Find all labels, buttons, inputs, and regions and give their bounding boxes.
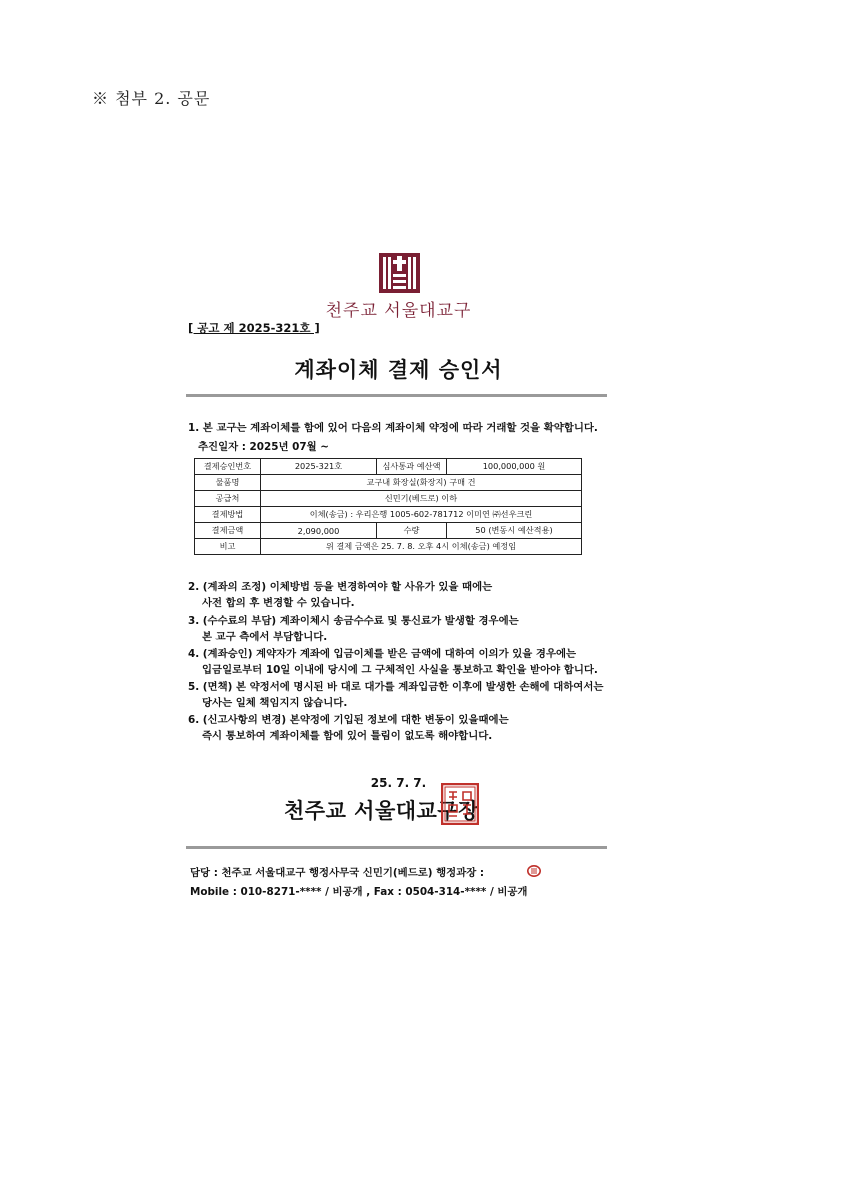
- official-seal-icon: [441, 783, 479, 825]
- clause-4: [188, 646, 610, 678]
- table-cell: 심사통과 예산액: [377, 459, 447, 475]
- table-cell: 2025-321호: [261, 459, 377, 475]
- table-cell: 물품명: [195, 475, 261, 491]
- clause-4-line-2: 입금일로부터 10일 이내에 당시에 그 구체적인 사실을 통보하고 확인을 받아야 합니다.: [202, 664, 598, 676]
- clause-5-line-2: 당사는 일체 책임지지 않습니다.: [202, 697, 348, 709]
- table-cell: 수량: [377, 523, 447, 539]
- archdiocese-logo-icon: [379, 253, 420, 293]
- clause-2-line-2: 사전 합의 후 변경할 수 있습니다.: [202, 597, 355, 609]
- clause-2-line-1: 2. (계좌의 조정) 이체방법 등을 변경하여야 할 사유가 있을 때에는: [188, 581, 493, 593]
- table-cell: 결제금액: [195, 523, 261, 539]
- table-row: [195, 507, 582, 523]
- table-cell: 결제승인번호: [195, 459, 261, 475]
- signature-date: 25. 7. 7.: [370, 776, 427, 790]
- table-cell: 2,090,000: [261, 523, 377, 539]
- approval-table: [194, 458, 582, 555]
- contact-line-1: 담당 : 천주교 서울대교구 행정사무국 신민기(베드로) 행정과장 :: [190, 867, 485, 879]
- signature-organization: 천주교 서울대교구장: [284, 799, 479, 823]
- official-notice: [186, 240, 611, 910]
- clause-5: [188, 679, 610, 711]
- table-row: [195, 459, 582, 475]
- clause-2: [188, 579, 610, 611]
- table-cell: 100,000,000 원: [447, 459, 582, 475]
- table-cell: 공급처: [195, 491, 261, 507]
- table-row: [195, 475, 582, 491]
- notice-number: [ 공고 제 2025-321호 ]: [188, 321, 320, 335]
- table-cell: 위 결제 금액은 25. 7. 8. 오후 4시 이체(송금) 예정임: [261, 539, 582, 555]
- logo-text: 천주교 서울대교구: [325, 301, 472, 321]
- clause-1: 1. 본 교구는 계좌이체를 함에 있어 다음의 계좌이체 약정에 따라 거래할 것을 확약합니다.: [188, 422, 598, 434]
- clause-6-line-2: 즉시 통보하여 계좌이체를 함에 있어 틀림이 없도록 해야합니다.: [202, 730, 493, 742]
- clause-3-line-1: 3. (수수료의 부담) 계좌이체시 송금수수료 및 통신료가 발생할 경우에는: [188, 615, 519, 627]
- clause-3: [188, 613, 610, 645]
- table-row: [195, 491, 582, 507]
- table-row: [195, 539, 582, 555]
- clause-6-line-1: 6. (신고사항의 변경) 본약정에 기입된 정보에 대한 변동이 있을때에는: [188, 714, 509, 726]
- table-cell: 신민기(베드로) 이하: [261, 491, 582, 507]
- divider-top: [186, 394, 607, 397]
- table-cell: 교구내 화장실(화장지) 구매 건: [261, 475, 582, 491]
- document-title: 계좌이체 결제 승인서: [294, 358, 503, 382]
- manager-seal-icon: [527, 865, 541, 877]
- table-row: [195, 523, 582, 539]
- clause-4-line-1: 4. (계좌승인) 계약자가 계좌에 입금이체를 받은 금액에 대하여 이의가 있을 경우에는: [188, 648, 577, 660]
- divider-bottom: [186, 846, 607, 849]
- table-cell: 50 (변동시 예산적용): [447, 523, 582, 539]
- clause-6: [188, 712, 610, 744]
- attachment-header: ※ 첨부 2. 공문: [92, 89, 211, 108]
- clause-5-line-1: 5. (면책) 본 약정서에 명시된 바 대로 대가를 계좌입금한 이후에 발생한 손해에 대하여서는: [188, 681, 604, 693]
- date-line: 추진일자 : 2025년 07월 ~: [198, 441, 329, 453]
- contact-line-2: Mobile : 010-8271-**** / 비공개 , Fax : 0504-314-**** / 비공개: [190, 886, 528, 898]
- table-cell: 비고: [195, 539, 261, 555]
- table-cell: 결제방법: [195, 507, 261, 523]
- table-cell: 이체(송금) : 우리은행 1005-602-781712 이미연 ㈜선우크린: [261, 507, 582, 523]
- clause-3-line-2: 본 교구 측에서 부담합니다.: [202, 631, 328, 643]
